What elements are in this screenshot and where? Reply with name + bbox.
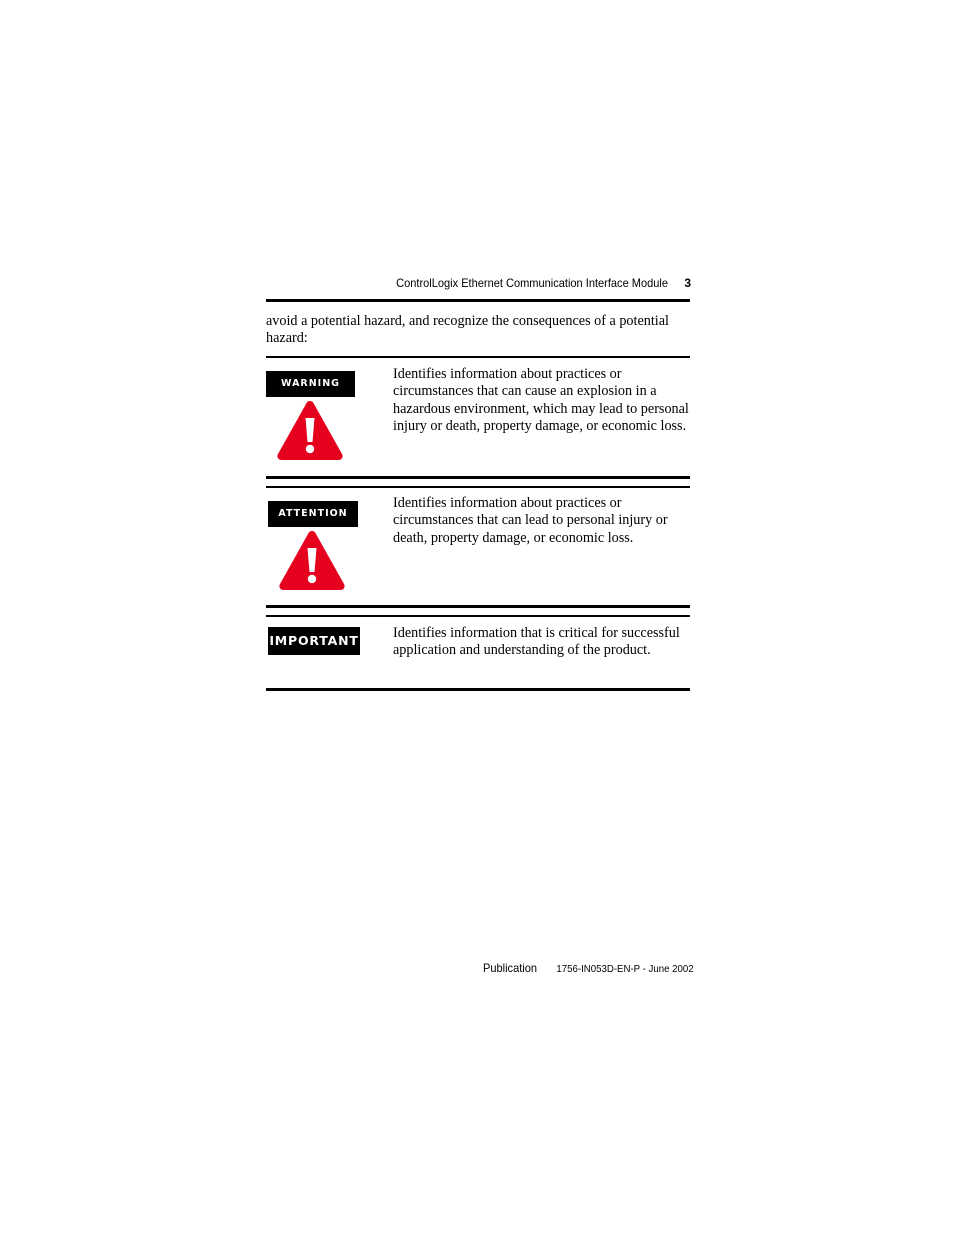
footer-publication-number: 1756-IN053D-EN-P - June 2002 <box>556 963 694 975</box>
attention-top-rule <box>266 486 690 488</box>
header-rule <box>266 299 690 302</box>
warning-description: Identifies information about practices or circumstances that can cause an explosion in a hazardous environment, which may lead to personal injury or death, property damage, or economic loss. <box>393 366 689 434</box>
warning-label: WARNING <box>266 371 355 397</box>
important-description: Identifies information that is critical for successful application and understanding of the product. <box>393 625 680 659</box>
important-top-rule <box>266 615 690 617</box>
important-label: IMPORTANT <box>268 627 360 655</box>
attention-description: Identifies information about practices or circumstances that can lead to personal injury or death, property damage, or economic loss. <box>393 495 668 546</box>
warning-top-rule <box>266 356 690 358</box>
important-bottom-rule <box>266 688 690 691</box>
page-number: 3 <box>684 276 691 290</box>
warning-bottom-rule <box>266 476 690 479</box>
warning-triangle-icon <box>276 398 344 462</box>
attention-triangle-icon <box>278 528 346 592</box>
footer-publication-label: Publication <box>483 961 538 975</box>
intro-paragraph: avoid a potential hazard, and recognize the consequences of a potential hazard: <box>266 313 669 347</box>
attention-bottom-rule <box>266 605 690 608</box>
attention-label: ATTENTION <box>268 501 358 527</box>
running-header-title: ControlLogix Ethernet Communication Interface Module <box>396 276 668 290</box>
